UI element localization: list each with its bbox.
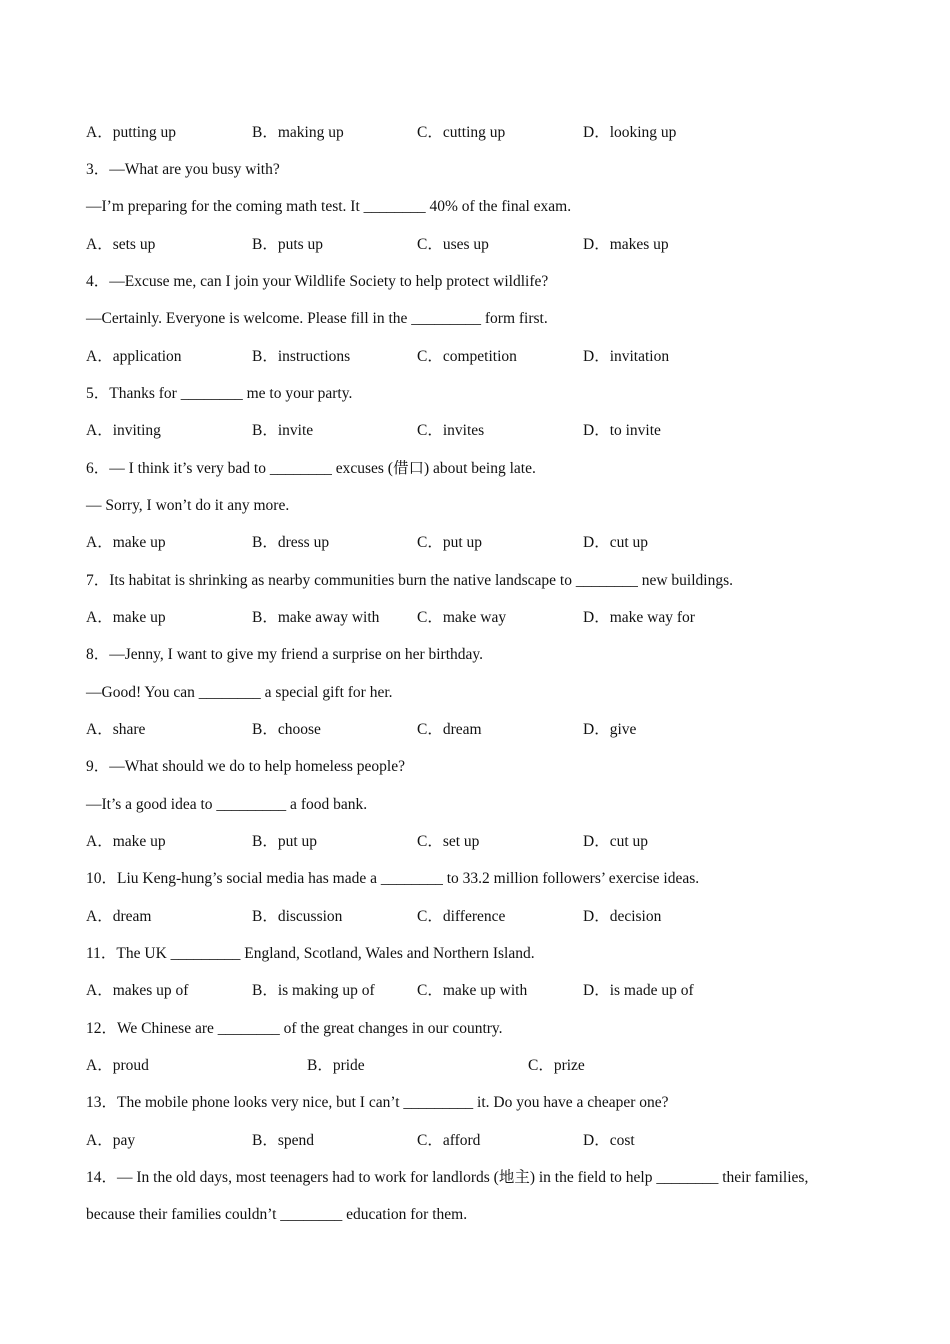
options-row: [86, 1131, 886, 1151]
option-b[interactable]: B．making up: [252, 124, 344, 141]
options-row: [86, 421, 886, 441]
option-c[interactable]: C．uses up: [417, 236, 489, 253]
option-b[interactable]: B．put up: [252, 833, 318, 850]
options-row: [86, 533, 886, 553]
question-stem: 10．Liu Keng-hung’s social media has made a ________ to 33.2 million followers’ exercise ideas.: [86, 870, 700, 887]
option-c[interactable]: C．dream: [417, 721, 482, 738]
option-b[interactable]: B．invite: [252, 422, 314, 439]
option-d[interactable]: D．make way for: [583, 609, 695, 626]
option-d[interactable]: D．cost: [583, 1132, 635, 1149]
option-d[interactable]: D．looking up: [583, 124, 677, 141]
question-stem: 12．We Chinese are ________ of the great changes in our country.: [86, 1020, 503, 1037]
option-a[interactable]: A．dream: [86, 908, 152, 925]
option-c[interactable]: C．competition: [417, 348, 517, 365]
options-row: [86, 832, 886, 852]
option-d[interactable]: D．decision: [583, 908, 662, 925]
option-a[interactable]: A．make up: [86, 833, 166, 850]
option-d[interactable]: D．cut up: [583, 833, 649, 850]
option-a[interactable]: A．make up: [86, 609, 166, 626]
option-d[interactable]: D．give: [583, 721, 637, 738]
option-b[interactable]: B．instructions: [252, 348, 351, 365]
question-stem: 5．Thanks for ________ me to your party.: [86, 385, 353, 402]
question-stem: —Good! You can ________ a special gift for her.: [86, 684, 393, 701]
options-row: [86, 907, 886, 927]
option-a[interactable]: A．putting up: [86, 124, 176, 141]
question-stem: —Certainly. Everyone is welcome. Please fill in the _________ form first.: [86, 310, 548, 327]
option-a[interactable]: A．application: [86, 348, 182, 365]
option-a[interactable]: A．inviting: [86, 422, 161, 439]
option-d[interactable]: D．to invite: [583, 422, 661, 439]
option-c[interactable]: C．make up with: [417, 982, 528, 999]
question-stem: 7．Its habitat is shrinking as nearby communities burn the native landscape to ________ new buildings.: [86, 572, 734, 589]
question-stem: 14．— In the old days, most teenagers had to work for landlords (地主) in the field to help ________ their families,: [86, 1169, 809, 1186]
option-d[interactable]: D．cut up: [583, 534, 649, 551]
question-stem: 6．— I think it’s very bad to ________ excuses (借口) about being late.: [86, 460, 536, 477]
option-a[interactable]: A．sets up: [86, 236, 156, 253]
option-a[interactable]: A．makes up of: [86, 982, 189, 999]
question-stem: 4．—Excuse me, can I join your Wildlife Society to help protect wildlife?: [86, 273, 549, 290]
question-stem: 3．—What are you busy with?: [86, 161, 280, 178]
options-row: [86, 235, 886, 255]
option-c[interactable]: C．invites: [417, 422, 485, 439]
question-stem: — Sorry, I won’t do it any more.: [86, 497, 290, 514]
option-b[interactable]: B．make away with: [252, 609, 380, 626]
option-c[interactable]: C．set up: [417, 833, 480, 850]
question-stem: —I’m preparing for the coming math test. It ________ 40% of the final exam.: [86, 198, 572, 215]
options-row: [86, 608, 886, 628]
question-stem: —It’s a good idea to _________ a food bank.: [86, 796, 368, 813]
options-row: [86, 1056, 886, 1076]
option-b[interactable]: B．dress up: [252, 534, 330, 551]
option-b[interactable]: B．discussion: [252, 908, 343, 925]
option-c[interactable]: C．cutting up: [417, 124, 506, 141]
option-c[interactable]: C．afford: [417, 1132, 481, 1149]
option-a[interactable]: A．share: [86, 721, 146, 738]
option-b[interactable]: B．puts up: [252, 236, 324, 253]
option-b[interactable]: B．is making up of: [252, 982, 375, 999]
question-stem: 9．—What should we do to help homeless people?: [86, 758, 405, 775]
option-c[interactable]: C．prize: [528, 1057, 585, 1074]
options-row: [86, 123, 886, 143]
option-c[interactable]: C．difference: [417, 908, 506, 925]
option-b[interactable]: B．spend: [252, 1132, 315, 1149]
option-d[interactable]: D．invitation: [583, 348, 670, 365]
option-d[interactable]: D．makes up: [583, 236, 669, 253]
option-a[interactable]: A．make up: [86, 534, 166, 551]
options-row: [86, 981, 886, 1001]
option-a[interactable]: A．pay: [86, 1132, 136, 1149]
question-stem: 8．—Jenny, I want to give my friend a surprise on her birthday.: [86, 646, 484, 663]
option-c[interactable]: C．put up: [417, 534, 483, 551]
options-row: [86, 347, 886, 367]
question-stem: 11．The UK _________ England, Scotland, Wales and Northern Island.: [86, 945, 535, 962]
options-row: [86, 720, 886, 740]
option-b[interactable]: B．choose: [252, 721, 321, 738]
question-stem: 13．The mobile phone looks very nice, but I can’t _________ it. Do you have a cheaper one?: [86, 1094, 669, 1111]
question-stem: because their families couldn’t ________ education for them.: [86, 1206, 468, 1223]
option-d[interactable]: D．is made up of: [583, 982, 694, 999]
option-c[interactable]: C．make way: [417, 609, 507, 626]
option-b[interactable]: B．pride: [307, 1057, 365, 1074]
option-a[interactable]: A．proud: [86, 1057, 149, 1074]
